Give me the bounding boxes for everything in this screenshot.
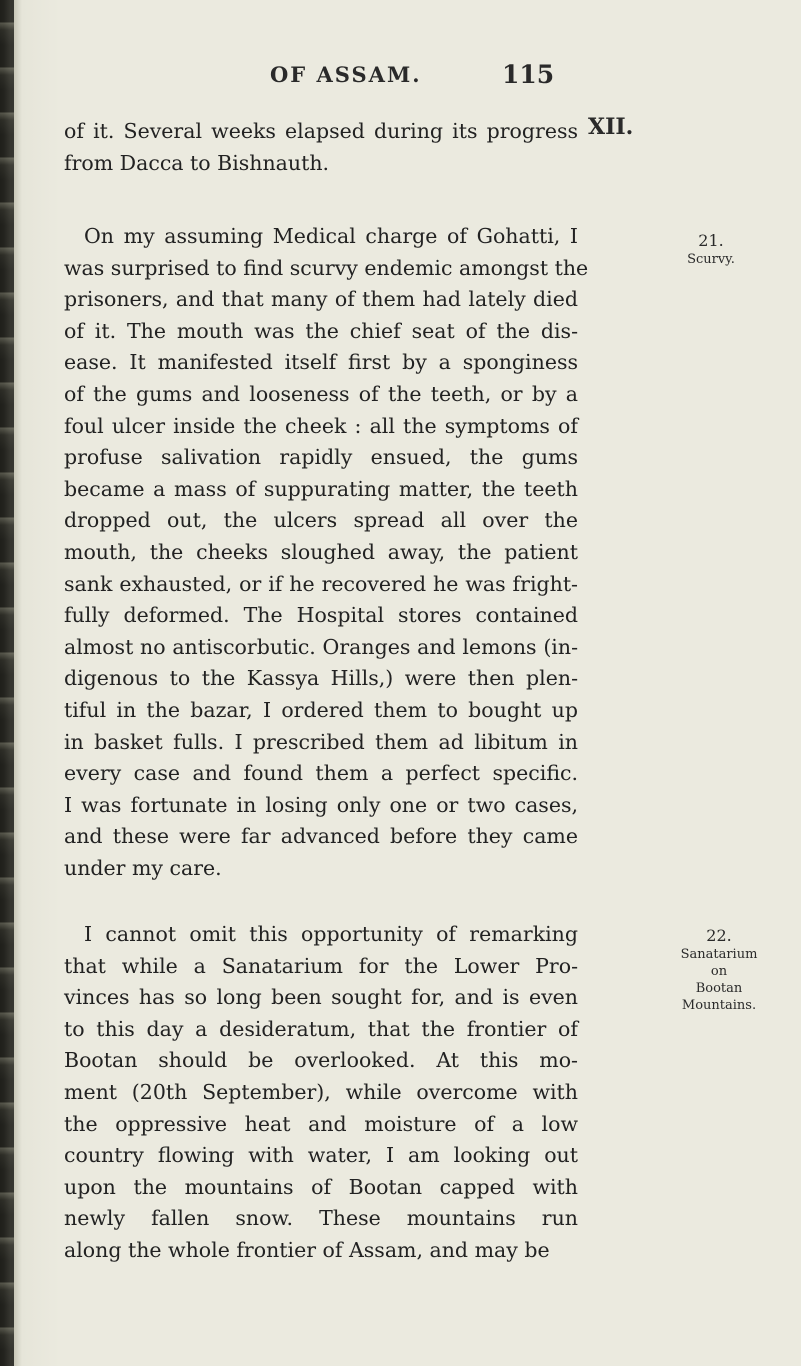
text-line: digenous to the Kassya Hills,) were then plen- <box>64 666 578 691</box>
text-line: to this day a desideratum, that the frontier of <box>64 1016 578 1041</box>
text-line: of it. Several weeks elapsed during its progress <box>64 119 578 143</box>
text-line: sank exhausted, or if he recovered he was fright- <box>64 571 578 596</box>
section-marker: XII. <box>588 114 634 140</box>
binding-gutter <box>0 0 14 1366</box>
text-line: mouth, the cheeks sloughed away, the patient <box>64 539 578 564</box>
text-line: became a mass of suppurating matter, the teeth <box>64 476 578 501</box>
text-line: of it. The mouth was the chief seat of the dis- <box>64 318 578 343</box>
page-number: 115 <box>502 60 555 89</box>
text-line: upon the mountains of Bootan capped with <box>64 1174 578 1199</box>
margin-note-label: Scurvy. <box>687 252 735 267</box>
text-line: fully deformed. The Hospital stores contained <box>64 603 578 628</box>
margin-note-number: 21. <box>698 231 724 250</box>
margin-note-sanatarium <box>664 926 774 1014</box>
margin-note-label: Sanatarium <box>680 947 758 962</box>
text-line: newly fallen snow. These mountains run <box>64 1206 578 1231</box>
text-line: foul ulcer inside the cheek : all the symptoms of <box>64 413 578 438</box>
paragraph-sanatarium <box>64 919 578 1267</box>
running-head <box>0 62 801 92</box>
text-line: Bootan should be overlooked. At this mo- <box>64 1048 578 1073</box>
text-line: the oppressive heat and moisture of a low <box>64 1111 578 1136</box>
text-line: ment (20th September), while overcome with <box>64 1079 578 1104</box>
margin-note-number: 22. <box>706 926 732 945</box>
text-line: vinces has so long been sought for, and is even <box>64 985 578 1010</box>
text-line: of the gums and looseness of the teeth, or by a <box>64 381 578 406</box>
margin-note-scurvy <box>666 231 756 268</box>
text-line: dropped out, the ulcers spread all over the <box>64 508 578 533</box>
running-title: OF ASSAM. <box>270 62 422 87</box>
text-line: country flowing with water, I am looking out <box>64 1143 578 1168</box>
paragraph-continuation <box>64 116 578 179</box>
text-line: and these were far advanced before they came <box>64 824 578 849</box>
paragraph-scurvy <box>64 221 589 884</box>
text-line: ease. It manifested itself first by a sponginess <box>64 350 578 375</box>
text-line: On my assuming Medical charge of Gohatti, I <box>84 224 578 248</box>
text-line: was surprised to find scurvy endemic amongst the <box>64 255 589 280</box>
text-line: that while a Sanatarium for the Lower Pro- <box>64 953 578 978</box>
text-line: every case and found them a perfect specific. <box>64 761 578 786</box>
margin-note-label: on <box>710 964 728 979</box>
text-line: along the whole frontier of Assam, and may be <box>64 1237 550 1262</box>
text-line: profuse salivation rapidly ensued, the gums <box>64 445 578 470</box>
margin-note-label: Bootan <box>695 981 743 996</box>
text-line: almost no antiscorbutic. Oranges and lemons (in- <box>64 634 578 659</box>
text-line: I was fortunate in losing only one or two cases, <box>64 792 578 817</box>
text-line: I cannot omit this opportunity of remarking <box>84 922 578 946</box>
text-line: under my care. <box>64 855 222 880</box>
margin-note-label: Mountains. <box>681 998 757 1013</box>
text-line: prisoners, and that many of them had lately died <box>64 287 578 312</box>
text-line: tiful in the bazar, I ordered them to bought up <box>64 697 578 722</box>
text-line: from Dacca to Bishnauth. <box>64 150 330 175</box>
text-line: in basket fulls. I prescribed them ad libitum in <box>64 729 578 754</box>
